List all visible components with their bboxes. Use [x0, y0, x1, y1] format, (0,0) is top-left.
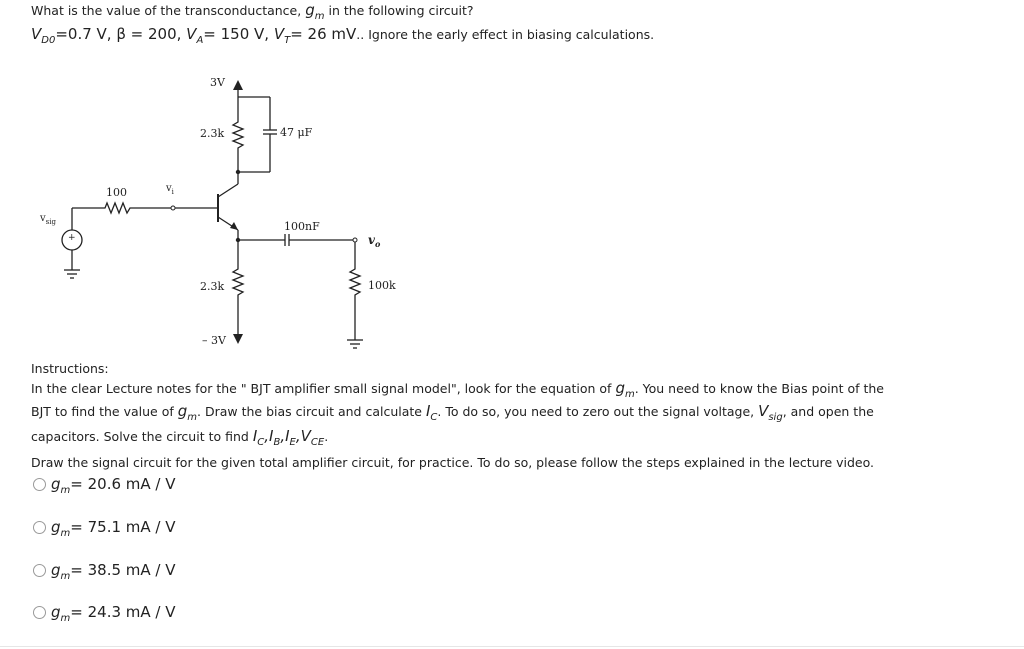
radio-button[interactable] — [33, 606, 46, 619]
vo-label: $v_o$ — [368, 233, 381, 249]
rsig-label: 100 — [106, 186, 127, 199]
divider — [0, 646, 1024, 647]
answer-option-3[interactable]: $g_m= 38.5$ mA / V — [33, 561, 176, 579]
answer-option-2[interactable]: $g_m= 75.1$ mA / V — [33, 518, 176, 536]
vee-label: – 3V — [202, 334, 226, 347]
instructions-line-3: capacitors. Solve the circuit to find $I_C,I_B,I_E,V_{CE}$. — [31, 427, 329, 448]
question-line-1: What is the value of the transconductance, $g_m$ in the following circuit? — [31, 1, 474, 22]
cap1-label: 47 μF — [280, 126, 313, 139]
vsig-label: $v_{sig}$ — [40, 213, 56, 226]
source-plus: + — [68, 233, 76, 243]
rl-label: 100k — [368, 279, 396, 292]
instructions-line-2: BJT to find the value of $g_m$. Draw the bias circuit and calculate $I_C$. To do so, you need to zero out the signal voltage, $V_{sig}$, and open the — [31, 402, 874, 423]
rsig-resistor — [90, 203, 173, 213]
instructions-line-4: Draw the signal circuit for the given total amplifier circuit, for practice. To do so, please follow the steps explained in the lecture video. — [31, 455, 875, 470]
re-resistor — [233, 267, 243, 298]
circuit-diagram — [30, 72, 396, 362]
answer-option-4[interactable]: $g_m= 24.3$ mA / V — [33, 603, 176, 621]
instructions-line-1: In the clear Lecture notes for the " BJT amplifier small signal model", look for the equation of $g_m$. You need to know the Bias point of the — [31, 379, 884, 400]
vi-label: $v_i$ — [166, 183, 174, 196]
radio-button[interactable] — [33, 521, 46, 534]
gm-symbol: $g_m$ — [305, 1, 325, 22]
cap2-label: 100nF — [284, 220, 320, 233]
radio-button[interactable] — [33, 564, 46, 577]
rc-resistor — [233, 120, 243, 150]
rc-label: 2.3k — [200, 127, 225, 140]
re-label: 2.3k — [200, 280, 225, 293]
question-line-2: $V_{D0}=0.7$ V, β = 200, $V_A= 150$ V, $V_T= 26$ mV.. Ignore the early effect in biasing calculations. — [31, 25, 655, 46]
instructions-heading: Instructions: — [31, 361, 109, 376]
answer-option-1[interactable]: $g_m= 20.6$ mA / V — [33, 475, 176, 493]
radio-button[interactable] — [33, 478, 46, 491]
rl-resistor — [350, 267, 360, 298]
vcc-label: 3V — [210, 76, 225, 89]
